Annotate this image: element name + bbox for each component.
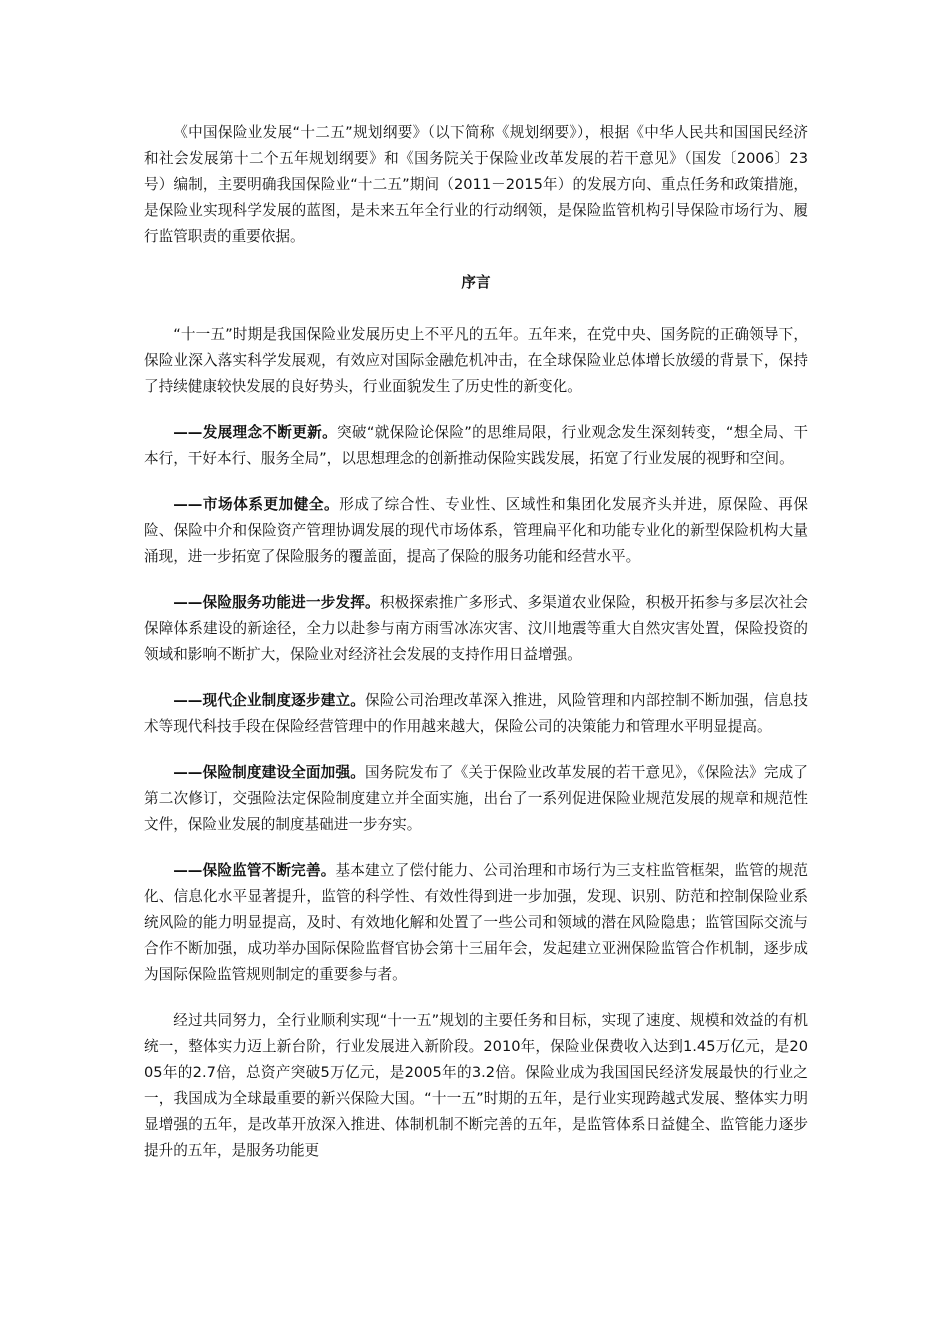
achievement-text-5: 国务院发布了《关于保险业改革发展的若干意见》，《保险法》完成了第二次修订，交强险法定保险制度建立并全面实施，出台了一系列促进保险业规范发展的规章和规范性文件，保险业发展的制度基础进一步夯实。 (144, 764, 808, 833)
achievement-text-4: 保险公司治理改革深入推进，风险管理和内部控制不断加强，信息技术等现代科技手段在保险经营管理中的作用越来越大，保险公司的决策能力和管理水平明显提高。 (144, 692, 808, 735)
achievement-text-3: 积极探索推广多形式、多渠道农业保险，积极开拓参与多层次社会保障体系建设的新途径，全力以赴参与南方雨雪冰冻灾害、汶川地震等重大自然灾害处置，保险投资的领域和影响不断扩大，保险业对经济社会发展的支持作用日益增强。 (144, 594, 808, 663)
achievement-paragraph-2 (144, 492, 808, 570)
achievement-lead-4: ——现代企业制度逐步建立。 (173, 692, 366, 709)
intro-paragraph: 《中国保险业发展“十二五”规划纲要》（以下简称《规划纲要》），根据《中华人民共和国国民经济和社会发展第十二个五年规划纲要》和《国务院关于保险业改革发展的若干意见》（国发〔2006〕23号）编制，主要明确我国保险业“十二五”期间（2011－2015年）的发展方向、重点任务和政策措施，是保险业实现科学发展的蓝图，是未来五年全行业的行动纲领，是保险监管机构引导保险市场行为、履行监管职责的重要依据。 (144, 124, 808, 245)
achievement-text-6: 基本建立了偿付能力、公司治理和市场行为三支柱监管框架，监管的规范化、信息化水平显著提升，监管的科学性、有效性得到进一步加强，发现、识别、防范和控制保险业系统风险的能力明显提高，及时、有效地化解和处置了一些公司和领域的潜在风险隐患；监管国际交流与合作不断加强，成功举办国际保险监督官协会第十三届年会，发起建立亚洲保险监管合作机制，逐步成为国际保险监管规则制定的重要参与者。 (144, 862, 808, 983)
document-page (144, 120, 808, 1184)
section-heading: 序言 (461, 274, 491, 291)
preface-intro-paragraph: “十一五”时期是我国保险业发展历史上不平凡的五年。五年来，在党中央、国务院的正确领导下，保险业深入落实科学发展观，有效应对国际金融危机冲击，在全球保险业总体增长放缓的背景下，保持了持续健康较快发展的良好势头，行业面貌发生了历史性的新变化。 (144, 326, 808, 395)
achievement-lead-1: ——发展理念不断更新。 (173, 424, 337, 441)
achievement-paragraph-4 (144, 688, 808, 740)
achievement-text-2: 形成了综合性、专业性、区域性和集团化发展齐头并进，原保险、再保险、保险中介和保险资产管理协调发展的现代市场体系，管理扁平化和功能专业化的新型保险机构大量涌现，进一步拓宽了保险服务的覆盖面，提高了保险的服务功能和经营水平。 (144, 496, 808, 565)
achievement-paragraph-1 (144, 420, 808, 472)
achievement-paragraph-3 (144, 590, 808, 668)
achievement-lead-6: ——保险监管不断完善。 (173, 862, 336, 879)
achievement-lead-3: ——保险服务功能进一步发挥。 (173, 594, 380, 611)
achievement-paragraph-6 (144, 858, 808, 988)
achievement-text-1: 突破“就保险论保险”的思维局限，行业观念发生深刻转变，“想全局、干本行，干好本行、服务全局”，以思想理念的创新推动保险实践发展，拓宽了行业发展的视野和空间。 (144, 424, 808, 467)
achievement-lead-2: ——市场体系更加健全。 (173, 496, 340, 513)
conclusion-paragraph: 经过共同努力，全行业顺利实现“十一五”规划的主要任务和目标，实现了速度、规模和效益的有机统一，整体实力迈上新台阶，行业发展进入新阶段。2010年，保险业保费收入达到1.45万亿元，是2005年的2.7倍，总资产突破5万亿元，是2005年的3.2倍。保险业成为我国国民经济发展最快的行业之一，我国成为全球最重要的新兴保险大国。“十一五”时期的五年，是行业实现跨越式发展、整体实力明显增强的五年，是改革开放深入推进、体制机制不断完善的五年，是监管体系日益健全、监管能力逐步提升的五年，是服务功能更 (144, 1012, 808, 1159)
achievement-lead-5: ——保险制度建设全面加强。 (173, 764, 365, 781)
achievement-paragraph-5 (144, 760, 808, 838)
